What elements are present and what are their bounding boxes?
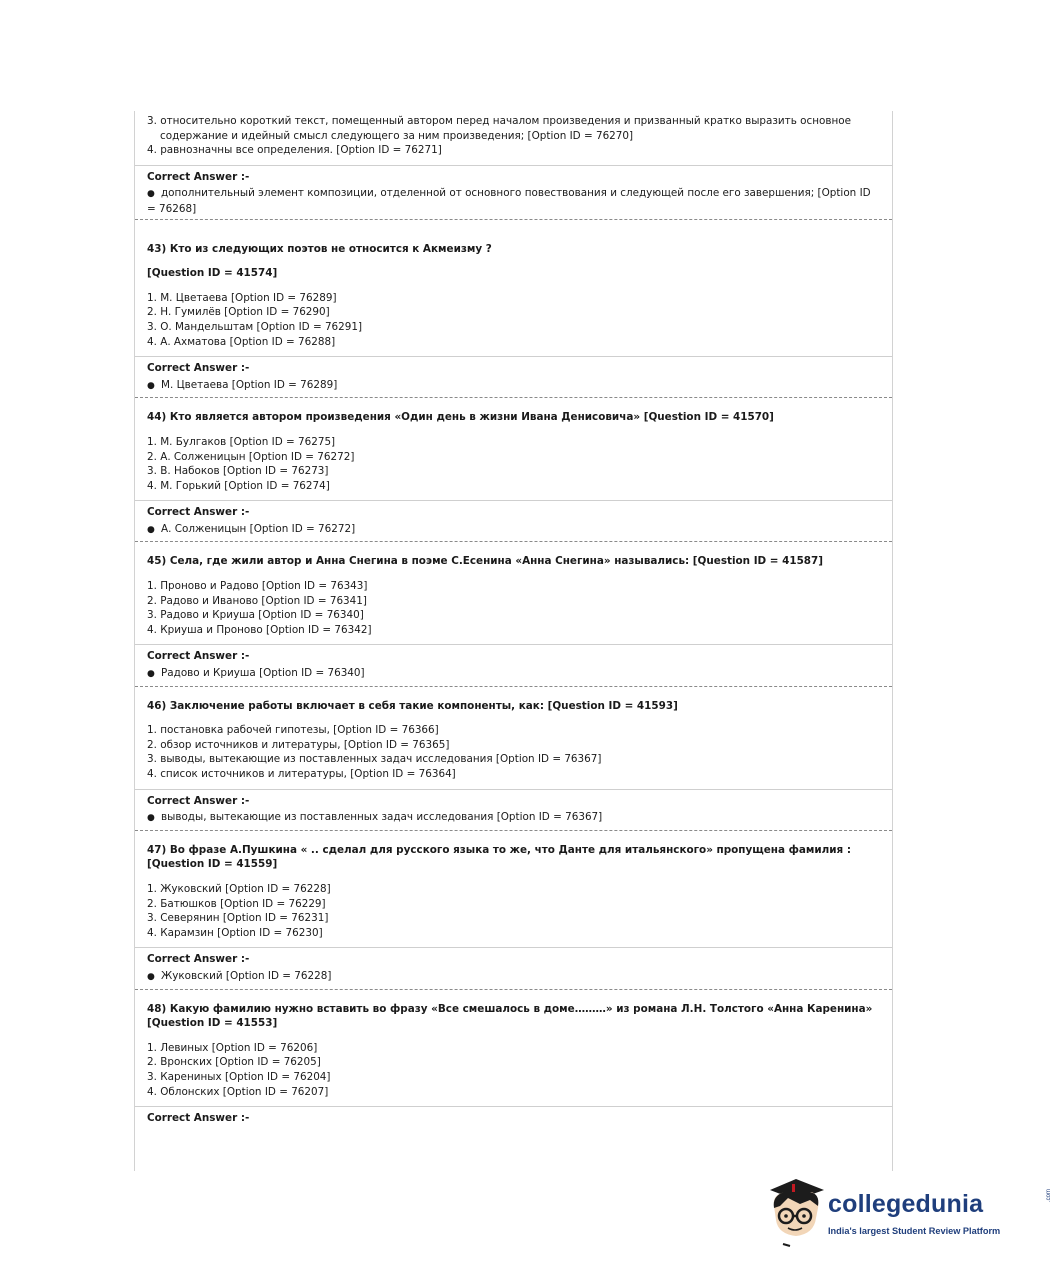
option-item: 3. относительно короткий текст, помещенный автором перед началом произведения и призванный кратко выразить основное содержание и идейный смысл следующего за ним произведения; [Option ID = 76270] bbox=[147, 115, 852, 142]
correct-answer-text: выводы, вытекающие из поставленных задач исследования [Option ID = 76367] bbox=[161, 811, 603, 824]
option-item: 1. постановка рабочей гипотезы, [Option ID = 76366] bbox=[147, 724, 439, 737]
option-item: 4. М. Горький [Option ID = 76274] bbox=[147, 479, 330, 492]
correct-answer-label: Correct Answer :- bbox=[147, 506, 250, 519]
option-item: 2. А. Солженицын [Option ID = 76272] bbox=[147, 450, 355, 463]
question-block bbox=[147, 398, 880, 493]
option-list bbox=[147, 435, 880, 493]
bullet-icon: ● bbox=[147, 971, 155, 982]
correct-answer bbox=[147, 378, 880, 394]
option-item: 3. Северянин [Option ID = 76231] bbox=[147, 912, 329, 925]
correct-answer-block bbox=[147, 948, 880, 984]
option-item: 4. Облонских [Option ID = 76207] bbox=[147, 1085, 329, 1098]
option-list bbox=[147, 1041, 880, 1099]
correct-answer-label: Correct Answer :- bbox=[147, 170, 250, 183]
question-heading: 48) Какую фамилию нужно вставить во фразу «Все смешалось в доме………» из романа Л.Н. Толстого «Анна Каренина» [Question ID = 41553] bbox=[147, 1002, 873, 1030]
option-item: 1. Левиных [Option ID = 76206] bbox=[147, 1041, 318, 1054]
option-item: 2. обзор источников и литературы, [Option ID = 76365] bbox=[147, 738, 450, 751]
question-heading: 46) Заключение работы включает в себя такие компоненты, как: [Question ID = 41593] bbox=[147, 699, 678, 712]
option-item: 3. О. Мандельштам [Option ID = 76291] bbox=[147, 320, 363, 333]
question-block bbox=[147, 990, 880, 1100]
carryover-options bbox=[147, 114, 880, 158]
option-item: 4. Криуша и Проново [Option ID = 76342] bbox=[147, 623, 372, 636]
option-item: 4. А. Ахматова [Option ID = 76288] bbox=[147, 335, 336, 348]
option-list bbox=[147, 291, 880, 349]
option-item: 1. Проново и Радово [Option ID = 76343] bbox=[147, 580, 368, 593]
correct-answer-text: М. Цветаева [Option ID = 76289] bbox=[161, 378, 338, 391]
bullet-icon: ● bbox=[147, 189, 155, 200]
correct-answer bbox=[147, 810, 880, 826]
question-block bbox=[147, 542, 880, 637]
option-item: 1. М. Булгаков [Option ID = 76275] bbox=[147, 435, 336, 448]
question-heading: 47) Во фразе А.Пушкина « .. сделал для русского языка то же, что Данте для итальянского» пропущена фамилия : [Question ID = 41559] bbox=[147, 843, 852, 871]
correct-answer bbox=[147, 186, 880, 216]
question-block bbox=[147, 220, 880, 350]
question-block bbox=[147, 831, 880, 941]
correct-answer-block bbox=[147, 166, 880, 217]
option-item: 3. В. Набоков [Option ID = 76273] bbox=[147, 465, 329, 478]
option-item: 2. Радово и Иваново [Option ID = 76341] bbox=[147, 594, 367, 607]
option-item: 3. Радово и Криуша [Option ID = 76340] bbox=[147, 609, 364, 622]
option-item: 3. Карениных [Option ID = 76204] bbox=[147, 1070, 331, 1083]
option-item: 4. равнозначны все определения. [Option ID = 76271] bbox=[147, 144, 442, 157]
correct-answer-text: Радово и Криуша [Option ID = 76340] bbox=[161, 667, 365, 680]
question-heading: 43) Кто из следующих поэтов не относится к Акмеизму ? bbox=[147, 242, 492, 255]
option-item: 4. список источников и литературы, [Option ID = 76364] bbox=[147, 768, 456, 780]
option-list bbox=[147, 579, 880, 637]
bullet-icon: ● bbox=[147, 813, 155, 824]
correct-answer-text: Жуковский [Option ID = 76228] bbox=[161, 969, 332, 982]
correct-answer-block bbox=[147, 790, 880, 826]
correct-answer-block bbox=[147, 501, 880, 537]
correct-answer-block bbox=[147, 357, 880, 393]
correct-answer-label: Correct Answer :- bbox=[147, 650, 250, 663]
option-item: 3. выводы, вытекающие из поставленных задач исследования [Option ID = 76367] bbox=[147, 753, 602, 766]
correct-answer-text: дополнительный элемент композиции, отделенной от основного повествования и следующей после его завершения; [Option ID = 76268] bbox=[147, 187, 871, 215]
brand-name: collegedunia bbox=[828, 1190, 984, 1218]
option-item: 1. Жуковский [Option ID = 76228] bbox=[147, 882, 331, 895]
question-block bbox=[147, 687, 880, 782]
option-item: 2. Батюшков [Option ID = 76229] bbox=[147, 897, 326, 910]
correct-answer-text: А. Солженицын [Option ID = 76272] bbox=[161, 522, 356, 535]
option-list bbox=[147, 882, 880, 940]
question-heading: 44) Кто является автором произведения «Один день в жизни Ивана Денисовича» [Question ID = 41570] bbox=[147, 411, 774, 424]
option-item: 2. Н. Гумилёв [Option ID = 76290] bbox=[147, 306, 330, 319]
brand-domain: .com bbox=[1046, 1188, 1052, 1202]
correct-answer-label: Correct Answer :- bbox=[147, 794, 250, 807]
question-sheet bbox=[134, 111, 893, 1171]
sheet-content bbox=[135, 114, 892, 1126]
option-item: 2. Вронских [Option ID = 76205] bbox=[147, 1056, 321, 1069]
correct-answer-block bbox=[147, 1107, 880, 1126]
correct-answer bbox=[147, 522, 880, 538]
brand-tagline: India's largest Student Review Platform bbox=[828, 1226, 1001, 1236]
correct-answer-block bbox=[147, 645, 880, 681]
question-heading: 45) Села, где жили автор и Анна Снегина в поэме С.Есенина «Анна Снегина» назывались: [Question ID = 41587] bbox=[147, 555, 824, 568]
bullet-icon: ● bbox=[147, 380, 155, 391]
correct-answer-label: Correct Answer :- bbox=[147, 953, 250, 966]
option-list bbox=[147, 723, 880, 781]
correct-answer bbox=[147, 666, 880, 682]
correct-answer-label: Correct Answer :- bbox=[147, 362, 250, 375]
bullet-icon: ● bbox=[147, 524, 155, 535]
bullet-icon: ● bbox=[147, 669, 155, 680]
logo-text bbox=[828, 1188, 1052, 1236]
correct-answer bbox=[147, 969, 880, 985]
collegedunia-logo bbox=[766, 1176, 1052, 1250]
option-item: 1. М. Цветаева [Option ID = 76289] bbox=[147, 291, 337, 304]
correct-answer-label: Correct Answer :- bbox=[147, 1112, 250, 1125]
option-item: 4. Карамзин [Option ID = 76230] bbox=[147, 926, 323, 939]
question-id: [Question ID = 41574] bbox=[147, 267, 278, 280]
mascot-icon bbox=[766, 1176, 826, 1250]
